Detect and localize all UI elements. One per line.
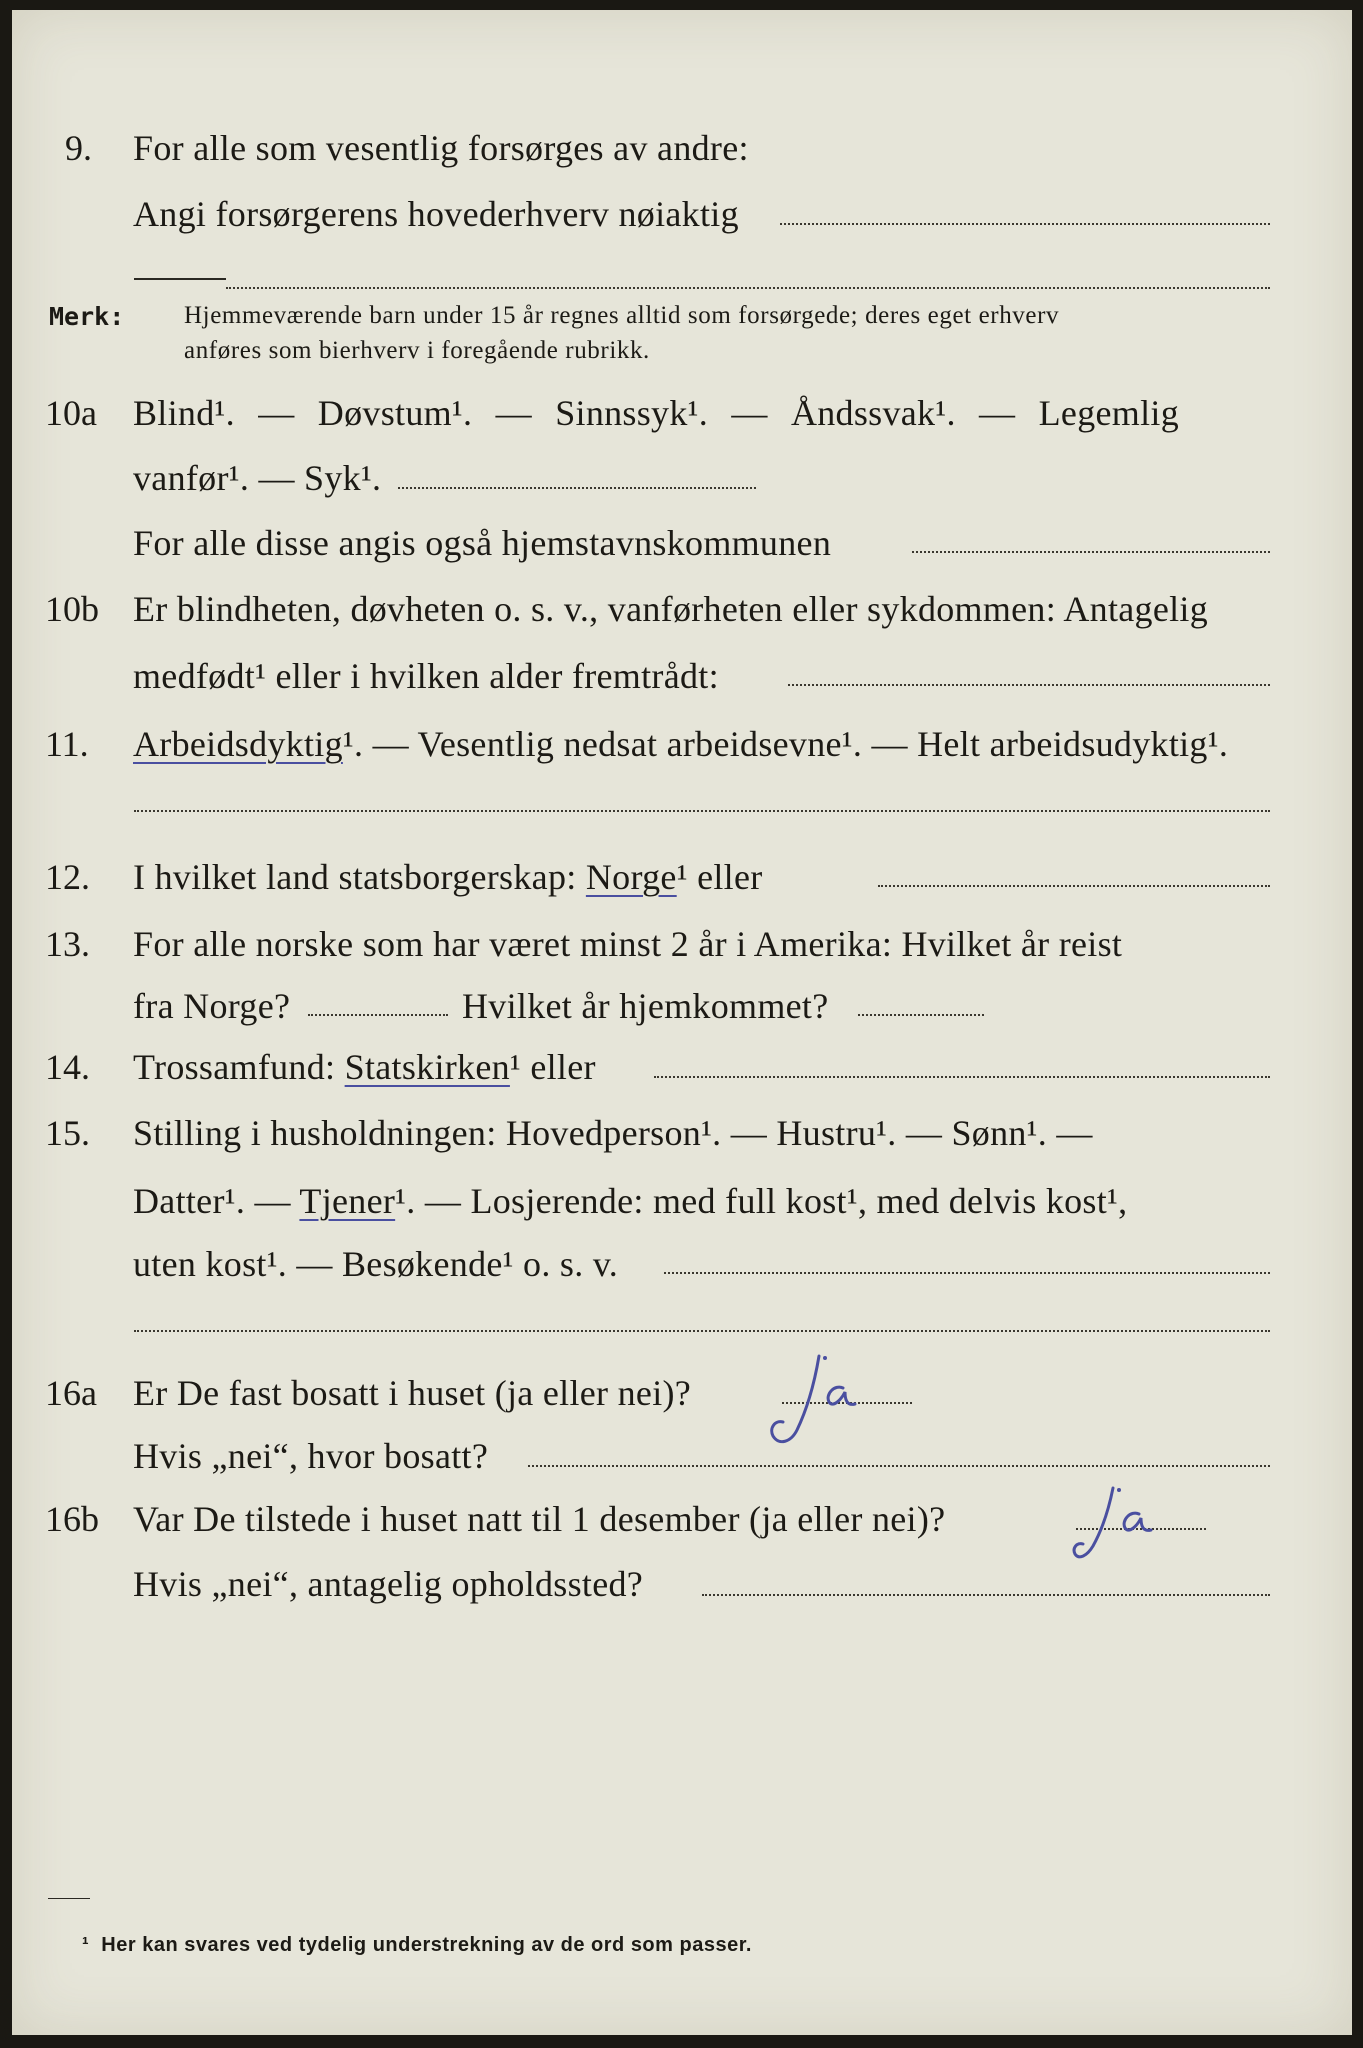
q15-answer-line[interactable] bbox=[664, 1272, 1270, 1274]
item-number-16b: 16b bbox=[45, 1499, 99, 1539]
merk-line1: Hjemmeværende barn under 15 år regnes alltid som forsørgede; deres eget erhverv bbox=[184, 302, 1060, 329]
q10b-line1: Er blindheten, døvheten o. s. v., vanførheten eller sykdommen: Antagelig bbox=[133, 589, 1209, 629]
q10a-hjemstavn-line[interactable] bbox=[912, 551, 1270, 553]
q9-line2: Angi forsørgerens hovederhverv nøiaktig bbox=[133, 194, 739, 234]
q11-line: Arbeidsdyktig¹. — Vesentlig nedsat arbeidsevne¹. — Helt arbeidsudyktig¹. bbox=[133, 724, 1229, 764]
q9-extra-line bbox=[226, 287, 1270, 289]
q10a-line1: Blind¹. — Døvstum¹. — Sinnssyk¹. — Åndssvak¹. — Legemlig bbox=[133, 393, 1179, 433]
q15-option-tjener[interactable]: Tjener bbox=[299, 1181, 396, 1221]
footnote: ¹ Her kan svares ved tydelig understrekning av de ord som passer. bbox=[82, 1934, 752, 1956]
q10b-answer-line[interactable] bbox=[788, 684, 1270, 686]
q10b-line2: medfødt¹ eller i hvilken alder fremtrådt: bbox=[133, 656, 719, 696]
q13-hjemkommet-line[interactable] bbox=[858, 1014, 984, 1016]
merk-line2: anføres som bierhverv i foregående rubrikk. bbox=[184, 337, 650, 364]
q14-option-statskirken[interactable]: Statskirken bbox=[344, 1047, 510, 1087]
item-number-16a: 16a bbox=[45, 1373, 97, 1413]
q10a-line3: For alle disse angis også hjemstavnskommunen bbox=[133, 523, 832, 563]
merk-label: Merk: bbox=[49, 302, 125, 331]
q12-answer-line[interactable] bbox=[878, 885, 1270, 887]
q11-extra-line bbox=[134, 810, 1270, 812]
q10a-line2: vanfør¹. — Syk¹. bbox=[133, 458, 382, 498]
q9-line1: For alle som vesentlig forsørges av andre: bbox=[133, 128, 749, 168]
item-number-13: 13. bbox=[45, 924, 90, 964]
item-number-11: 11. bbox=[45, 724, 89, 764]
q16b-line2: Hvis „nei“, antagelig opholdssted? bbox=[133, 1564, 644, 1604]
item-number-9: 9. bbox=[65, 128, 92, 168]
q14-answer-line[interactable] bbox=[654, 1076, 1270, 1078]
q15-line1: Stilling i husholdningen: Hovedperson¹. — Hustru¹. — Sønn¹. — bbox=[133, 1113, 1093, 1153]
q15-line2: Datter¹. — Tjener¹. — Losjerende: med full kost¹, med delvis kost¹, bbox=[133, 1181, 1128, 1221]
q15-line3: uten kost¹. — Besøkende¹ o. s. v. bbox=[133, 1244, 619, 1284]
q16b-line1: Var De tilstede i huset natt til 1 desember (ja eller nei)? bbox=[133, 1499, 946, 1539]
q11-option-arbeidsdyktig[interactable]: Arbeidsdyktig bbox=[133, 724, 343, 764]
item-number-12: 12. bbox=[45, 857, 90, 897]
q16b-handwritten-answer bbox=[1057, 1480, 1207, 1570]
short-divider bbox=[134, 278, 226, 280]
q15-extra-line bbox=[134, 1330, 1270, 1332]
q16a-line1: Er De fast bosatt i huset (ja eller nei)? bbox=[133, 1373, 692, 1413]
q13-line1: For alle norske som har været minst 2 år i Amerika: Hvilket år reist bbox=[133, 924, 1123, 964]
q12-line: I hvilket land statsborgerskap: Norge¹ eller bbox=[133, 857, 763, 897]
item-number-10a: 10a bbox=[45, 393, 97, 433]
q16a-line2: Hvis „nei“, hvor bosatt? bbox=[133, 1436, 489, 1476]
form-page bbox=[12, 10, 1352, 2035]
q16a-bosatt-line[interactable] bbox=[528, 1465, 1270, 1467]
q9-answer-line[interactable] bbox=[780, 223, 1270, 225]
q10a-answer-line[interactable] bbox=[398, 487, 756, 489]
footnote-rule bbox=[48, 1898, 90, 1899]
q12-option-norge[interactable]: Norge bbox=[585, 857, 677, 897]
item-number-15: 15. bbox=[45, 1113, 90, 1153]
item-number-14: 14. bbox=[45, 1047, 90, 1087]
q13-line2b: Hvilket år hjemkommet? bbox=[462, 986, 829, 1026]
q14-line: Trossamfund: Statskirken¹ eller bbox=[133, 1047, 596, 1087]
q13-line2a: fra Norge? bbox=[133, 986, 291, 1026]
q16b-opholdssted-line[interactable] bbox=[702, 1594, 1270, 1596]
item-number-10b: 10b bbox=[45, 589, 99, 629]
q13-reist-line[interactable] bbox=[308, 1014, 448, 1016]
q16a-handwritten-answer bbox=[757, 1350, 907, 1450]
